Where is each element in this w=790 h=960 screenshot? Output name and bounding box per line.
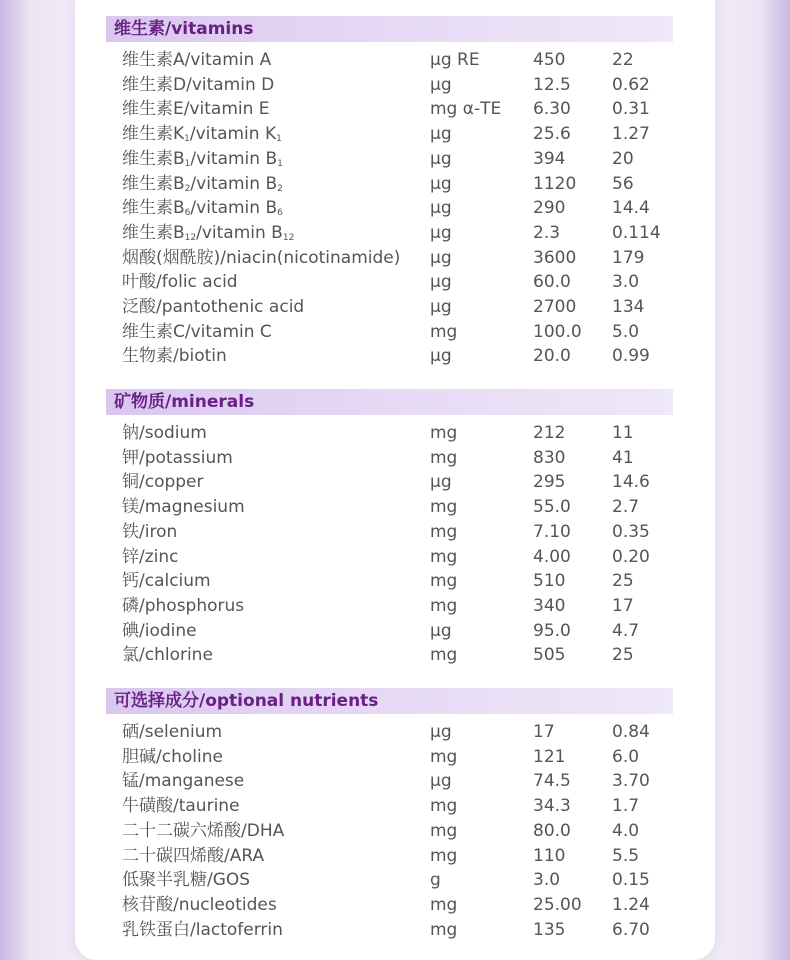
name-part: 维生素B bbox=[122, 173, 185, 194]
nutrient-nrv: 0.84 bbox=[612, 722, 650, 742]
nutrient-value: 830 bbox=[533, 447, 566, 468]
nutrient-nrv: 6.0 bbox=[612, 746, 640, 767]
nutrient-value: 95.0 bbox=[533, 620, 571, 641]
nutrient-value: 80.0 bbox=[533, 820, 571, 841]
nutrient-value: 135 bbox=[533, 919, 566, 940]
nutrient-unit: g bbox=[430, 870, 441, 891]
nutrient-unit: μg bbox=[430, 148, 452, 169]
section-header: 可选择成分/optional nutrients bbox=[106, 688, 673, 714]
nutrient-value: 121 bbox=[533, 746, 566, 767]
nutrient-name: 铜/copper bbox=[122, 472, 204, 493]
nutrient-value: 7.10 bbox=[533, 521, 571, 542]
nutrient-value: 505 bbox=[533, 645, 566, 666]
nutrient-name: 牛磺酸/taurine bbox=[122, 796, 240, 817]
nutrient-unit: mg bbox=[430, 894, 458, 915]
nutrient-row bbox=[0, 545, 790, 570]
nutrient-nrv: 2.7 bbox=[612, 497, 640, 518]
nutrient-row bbox=[0, 619, 790, 644]
nutrient-row bbox=[0, 446, 790, 471]
nutrient-value: 55.0 bbox=[533, 497, 571, 518]
nutrient-unit: μg bbox=[430, 272, 452, 293]
nutrient-value: 290 bbox=[533, 198, 566, 219]
nutrient-row bbox=[0, 520, 790, 545]
nutrient-nrv: 1.24 bbox=[612, 894, 650, 915]
nutrient-name: 烟酸(烟酰胺)/niacin(nicotinamide) bbox=[122, 247, 401, 268]
nutrient-nrv: 22 bbox=[612, 50, 634, 70]
nutrient-row bbox=[0, 320, 790, 345]
nutrient-row bbox=[0, 48, 790, 73]
nutrient-nrv: 6.70 bbox=[612, 919, 650, 940]
nutrient-name bbox=[122, 147, 283, 172]
nutrient-unit: mg bbox=[430, 746, 458, 767]
nutrient-value: 110 bbox=[533, 845, 566, 866]
nutrient-nrv: 11 bbox=[612, 423, 634, 443]
nutrient-unit: mg bbox=[430, 546, 458, 567]
nutrient-nrv: 4.7 bbox=[612, 620, 640, 641]
nutrient-nrv: 0.62 bbox=[612, 74, 650, 95]
nutrient-name: 钠/sodium bbox=[122, 423, 207, 443]
nutrient-unit: mg bbox=[430, 796, 458, 817]
nutrient-value: 3.0 bbox=[533, 870, 561, 891]
nutrient-unit: mg bbox=[430, 497, 458, 518]
nutrient-nrv: 25 bbox=[612, 571, 634, 592]
section-header: 矿物质/minerals bbox=[106, 389, 673, 415]
nutrient-value: 450 bbox=[533, 50, 566, 70]
nutrient-row bbox=[0, 147, 790, 172]
nutrient-row bbox=[0, 172, 790, 197]
name-part: 维生素B bbox=[122, 198, 185, 219]
nutrient-value: 2700 bbox=[533, 297, 577, 317]
nutrient-name: 氯/chlorine bbox=[122, 645, 213, 666]
nutrient-nrv: 1.7 bbox=[612, 796, 640, 817]
subscript: 2 bbox=[277, 183, 283, 194]
nutrient-name: 碘/iodine bbox=[122, 620, 197, 641]
nutrient-nrv: 5.5 bbox=[612, 845, 640, 866]
subscript: 6 bbox=[184, 208, 191, 219]
nutrient-unit: μg bbox=[430, 620, 452, 641]
subscript: 6 bbox=[277, 208, 283, 219]
nutrient-nrv: 56 bbox=[612, 173, 634, 194]
nutrient-row bbox=[0, 97, 790, 122]
nutrient-unit: mg bbox=[430, 645, 458, 666]
nutrient-unit: mg α-TE bbox=[430, 99, 502, 120]
nutrient-unit: mg bbox=[430, 595, 458, 616]
nutrient-name: 核苷酸/nucleotides bbox=[122, 894, 277, 915]
nutrient-row bbox=[0, 196, 790, 221]
nutrient-name: 泛酸/pantothenic acid bbox=[122, 297, 305, 317]
nutrient-nrv: 1.27 bbox=[612, 124, 650, 145]
nutrient-nrv: 14.4 bbox=[612, 198, 650, 219]
nutrient-row bbox=[0, 594, 790, 619]
subscript: 12 bbox=[184, 232, 197, 243]
nutrient-nrv: 25 bbox=[612, 645, 634, 666]
nutrient-name bbox=[122, 172, 283, 197]
nutrient-name: 锌/zinc bbox=[122, 546, 179, 567]
nutrient-row bbox=[0, 868, 790, 893]
nutrient-name: 维生素E/vitamin E bbox=[122, 99, 270, 120]
nutrient-unit: μg bbox=[430, 74, 452, 95]
nutrient-name bbox=[122, 122, 282, 147]
nutrient-row bbox=[0, 421, 790, 446]
nutrient-value: 510 bbox=[533, 571, 566, 592]
nutrient-value: 74.5 bbox=[533, 771, 571, 792]
nutrient-unit: mg bbox=[430, 447, 458, 468]
name-part: /vitamin B bbox=[196, 222, 283, 243]
name-part: 维生素B bbox=[122, 148, 185, 169]
nutrient-unit: μg bbox=[430, 247, 452, 268]
nutrient-unit: mg bbox=[430, 919, 458, 940]
nutrient-nrv: 134 bbox=[612, 297, 645, 317]
nutrient-nrv: 0.20 bbox=[612, 546, 650, 567]
nutrient-name: 磷/phosphorus bbox=[122, 595, 245, 616]
section-header: 维生素/vitamins bbox=[106, 16, 673, 42]
nutrient-name: 铁/iron bbox=[122, 521, 178, 542]
nutrient-row bbox=[0, 745, 790, 770]
name-part: /vitamin B bbox=[190, 148, 278, 169]
nutrient-row bbox=[0, 495, 790, 520]
nutrient-value: 25.00 bbox=[533, 894, 582, 915]
nutrient-value: 340 bbox=[533, 595, 566, 616]
nutrient-value: 34.3 bbox=[533, 796, 571, 817]
nutrient-unit: mg bbox=[430, 423, 458, 443]
subscript: 2 bbox=[184, 183, 191, 194]
subscript: 1 bbox=[276, 134, 282, 145]
nutrient-name: 钾/potassium bbox=[122, 447, 233, 468]
nutrient-unit: μg bbox=[430, 722, 452, 742]
name-part: 维生素B bbox=[122, 222, 185, 243]
nutrient-value: 17 bbox=[533, 722, 555, 742]
nutrient-nrv: 3.0 bbox=[612, 272, 640, 293]
nutrient-unit: μg bbox=[430, 297, 452, 317]
nutrient-row bbox=[0, 73, 790, 98]
nutrient-name: 维生素C/vitamin C bbox=[122, 321, 272, 342]
nutrient-name bbox=[122, 196, 283, 221]
nutrient-row bbox=[0, 844, 790, 869]
nutrient-nrv: 4.0 bbox=[612, 820, 640, 841]
nutrient-value: 20.0 bbox=[533, 346, 571, 367]
nutrient-row bbox=[0, 295, 790, 320]
nutrient-unit: mg bbox=[430, 820, 458, 841]
nutrient-name: 维生素A/vitamin A bbox=[122, 50, 272, 70]
nutrient-value: 212 bbox=[533, 423, 566, 443]
nutrient-unit: μg bbox=[430, 124, 452, 145]
nutrient-nrv: 0.15 bbox=[612, 870, 650, 891]
nutrient-unit: μg bbox=[430, 173, 452, 194]
nutrient-unit: mg bbox=[430, 521, 458, 542]
nutrient-row bbox=[0, 569, 790, 594]
nutrient-row bbox=[0, 344, 790, 369]
nutrient-name: 生物素/biotin bbox=[122, 346, 227, 367]
nutrient-nrv: 0.35 bbox=[612, 521, 650, 542]
nutrient-name: 镁/magnesium bbox=[122, 497, 245, 518]
nutrient-unit: mg bbox=[430, 845, 458, 866]
nutrient-name: 叶酸/folic acid bbox=[122, 272, 238, 293]
nutrient-name: 硒/selenium bbox=[122, 722, 223, 742]
nutrient-value: 4.00 bbox=[533, 546, 571, 567]
nutrient-value: 2.3 bbox=[533, 222, 561, 243]
nutrient-unit: mg bbox=[430, 321, 458, 342]
nutrient-row bbox=[0, 769, 790, 794]
nutrient-unit: mg bbox=[430, 571, 458, 592]
nutrient-nrv: 17 bbox=[612, 595, 634, 616]
nutrient-value: 3600 bbox=[533, 247, 577, 268]
nutrient-name: 锰/manganese bbox=[122, 771, 245, 792]
nutrient-nrv: 20 bbox=[612, 148, 634, 169]
nutrient-name: 乳铁蛋白/lactoferrin bbox=[122, 919, 283, 940]
nutrient-row bbox=[0, 918, 790, 943]
nutrient-name: 钙/calcium bbox=[122, 571, 211, 592]
nutrient-nrv: 0.114 bbox=[612, 222, 661, 243]
nutrient-nrv: 3.70 bbox=[612, 771, 650, 792]
nutrient-unit: μg RE bbox=[430, 50, 480, 70]
nutrient-value: 12.5 bbox=[533, 74, 571, 95]
nutrient-value: 1120 bbox=[533, 173, 577, 194]
nutrient-value: 295 bbox=[533, 472, 566, 493]
name-part: /vitamin B bbox=[190, 173, 278, 194]
nutrient-name: 二十二碳六烯酸/DHA bbox=[122, 820, 285, 841]
nutrient-row bbox=[0, 470, 790, 495]
nutrient-value: 394 bbox=[533, 148, 566, 169]
nutrient-unit: μg bbox=[430, 222, 452, 243]
nutrient-row bbox=[0, 643, 790, 668]
nutrient-nrv: 14.6 bbox=[612, 472, 650, 493]
subscript: 1 bbox=[277, 158, 283, 169]
nutrient-unit: μg bbox=[430, 771, 452, 792]
nutrient-name bbox=[122, 221, 294, 246]
nutrient-row bbox=[0, 221, 790, 246]
nutrient-name: 维生素D/vitamin D bbox=[122, 74, 275, 95]
nutrient-row bbox=[0, 246, 790, 271]
nutrient-row bbox=[0, 720, 790, 745]
name-part: 维生素K bbox=[122, 124, 185, 145]
nutrient-value: 6.30 bbox=[533, 99, 571, 120]
nutrient-unit: μg bbox=[430, 198, 452, 219]
nutrient-nrv: 179 bbox=[612, 247, 645, 268]
subscript: 1 bbox=[184, 134, 190, 145]
subscript: 1 bbox=[184, 158, 191, 169]
name-part: /vitamin K bbox=[189, 124, 277, 145]
nutrient-value: 60.0 bbox=[533, 272, 571, 293]
name-part: /vitamin B bbox=[190, 198, 278, 219]
nutrient-nrv: 41 bbox=[612, 447, 634, 468]
nutrient-row bbox=[0, 270, 790, 295]
nutrient-row bbox=[0, 893, 790, 918]
subscript: 12 bbox=[282, 232, 295, 243]
nutrient-nrv: 0.31 bbox=[612, 99, 650, 120]
nutrient-name: 二十碳四烯酸/ARA bbox=[122, 845, 265, 866]
nutrient-value: 25.6 bbox=[533, 124, 571, 145]
nutrient-name: 胆碱/choline bbox=[122, 746, 223, 767]
nutrient-unit: μg bbox=[430, 346, 452, 367]
nutrient-nrv: 0.99 bbox=[612, 346, 650, 367]
nutrient-row bbox=[0, 819, 790, 844]
nutrient-nrv: 5.0 bbox=[612, 321, 640, 342]
nutrient-row bbox=[0, 794, 790, 819]
nutrient-row bbox=[0, 122, 790, 147]
nutrient-unit: μg bbox=[430, 472, 452, 493]
nutrient-name: 低聚半乳糖/GOS bbox=[122, 870, 251, 891]
nutrient-value: 100.0 bbox=[533, 321, 582, 342]
